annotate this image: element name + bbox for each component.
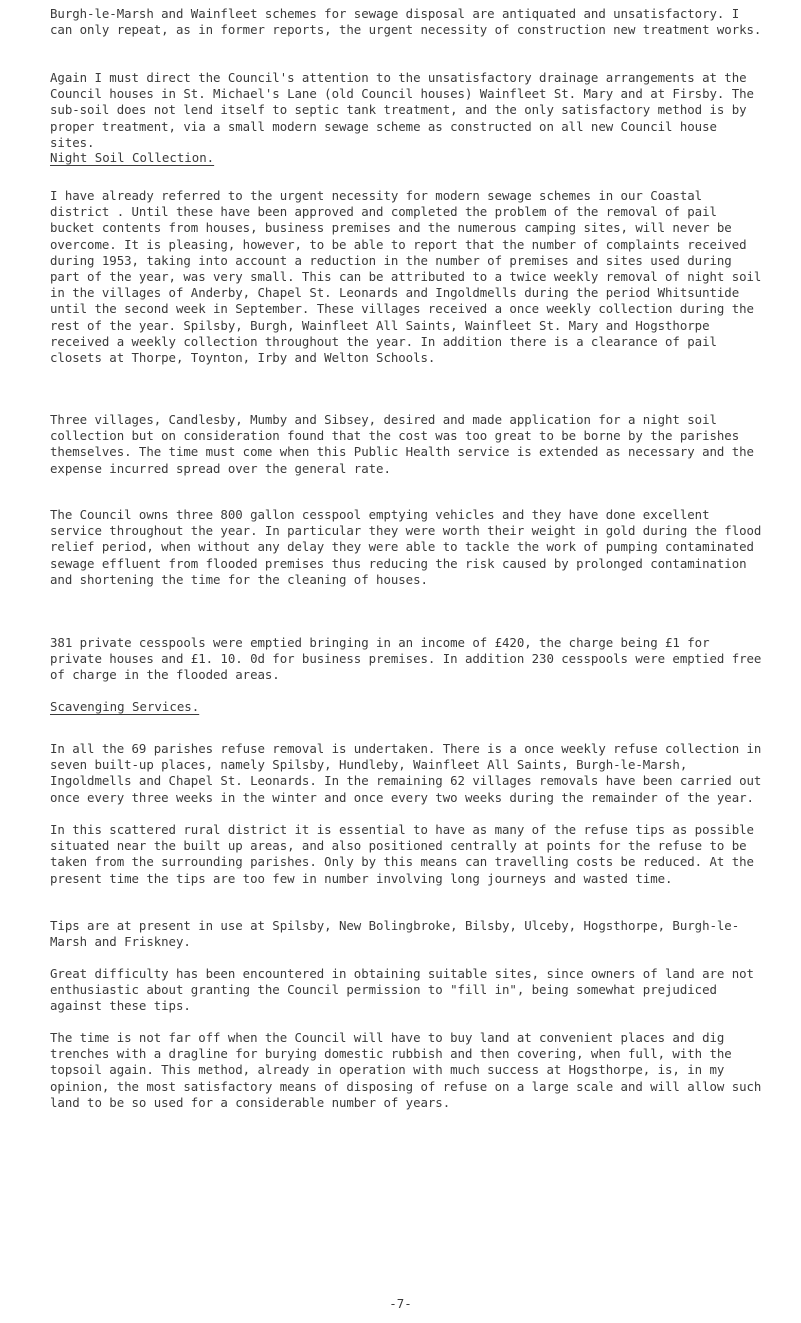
paragraph-site-difficulty: Great difficulty has been encountered in obtaining suitable sites, since owners of land are not enthusiastic about granting the Council permission to "fill in", being somewhat prejudiced against these tips. (50, 966, 754, 1014)
paragraph-trench-method: The time is not far off when the Council will have to buy land at convenient places and dig trenches with a dragline for burying domestic rubbish and then covering, when full, with the topsoil again. This method, already in operation with much success at Hogsthorpe, is, in my opinion, the most satisfactory means of disposing of refuse on a large scale and will allow such land to be so used for a considerable number of years. (50, 1030, 762, 1110)
paragraph-drainage-arrangements: Again I must direct the Council's attention to the unsatisfactory drainage arrangements at the Council houses in St. Michael's Lane (old Council houses) Wainfleet St. Mary and at Firsby. The sub-soil does not lend itself to septic tank treatment, and the only satisfactory method is by proper treatment, via a small modern sewage scheme as constructed on all new Council house sites. (50, 70, 754, 150)
paragraph-sewage-disposal: Burgh-le-Marsh and Wainfleet schemes for sewage disposal are antiquated and unsatisfactory. I can only repeat, as in former reports, the urgent necessity of construction new treatment works. (50, 6, 762, 38)
heading-scavenging-services: Scavenging Services. (50, 699, 200, 714)
paragraph-villages-application: Three villages, Candlesby, Mumby and Sibsey, desired and made application for a night soil collection but on consideration found that the cost was too great to be borne by the parishes themselves. The time must come when this Public Health service is extended as necessary and the expense incurred spread over the general rate. (50, 412, 754, 476)
heading-night-soil-collection: Night Soil Collection. (50, 150, 215, 165)
page-number: -7- (389, 1296, 412, 1311)
paragraph-cesspool-vehicles: The Council owns three 800 gallon cesspool emptying vehicles and they have done excellent service throughout the year. In particular they were worth their weight in gold during the flood relief period, when without any delay they were able to tackle the work of pumping contaminated sewage effluent from flooded premises thus reducing the risk caused by prolonged contamination and shortening the time for the cleaning of houses. (50, 507, 762, 587)
paragraph-private-cesspools: 381 private cesspools were emptied bringing in an income of £420, the charge being £1 for private houses and £1. 10. 0d for business premises. In addition 230 cesspools were emptied free of charge in the flooded areas. (50, 635, 762, 683)
paragraph-refuse-tips: In this scattered rural district it is essential to have as many of the refuse tips as possible situated near the built up areas, and also positioned centrally at points for the refuse to be taken from the surrounding parishes. Only by this means can travelling costs be reduced. At the present time the tips are too few in number involving long journeys and wasted time. (50, 822, 754, 886)
paragraph-refuse-removal: In all the 69 parishes refuse removal is undertaken. There is a once weekly refuse collection in seven built-up places, namely Spilsby, Hundleby, Wainfleet All Saints, Burgh-le-Marsh, Ingoldmells and Chapel St. Leonards. In the remaining 62 villages removals have been carried out once every three weeks in the winter and once every two weeks during the remainder of the year. (50, 741, 762, 805)
paragraph-night-soil-removal: I have already referred to the urgent necessity for modern sewage schemes in our Coastal district . Until these have been approved and completed the problem of the removal of pail bucket contents from houses, business premises and the numerous camping sites, will never be overcome. It is pleasing, however, to be able to report that the number of complaints received during 1953, taking into account a reduction in the number of premises and sites used during part of the year, was very small. This can be attributed to a twice weekly removal of night soil in the villages of Anderby, Chapel St. Leonards and Ingoldmells during the period Whitsuntide until the second week in September. These villages received a once weekly collection during the rest of the year. Spilsby, Burgh, Wainfleet All Saints, Wainfleet St. Mary and Hogsthorpe received a weekly collection throughout the year. In addition there is a clearance of pail closets at Thorpe, Toynton, Irby and Welton Schools. (50, 188, 762, 366)
paragraph-tips-in-use: Tips are at present in use at Spilsby, New Bolingbroke, Bilsby, Ulceby, Hogsthorpe, Burgh-le-Marsh and Friskney. (50, 918, 740, 950)
